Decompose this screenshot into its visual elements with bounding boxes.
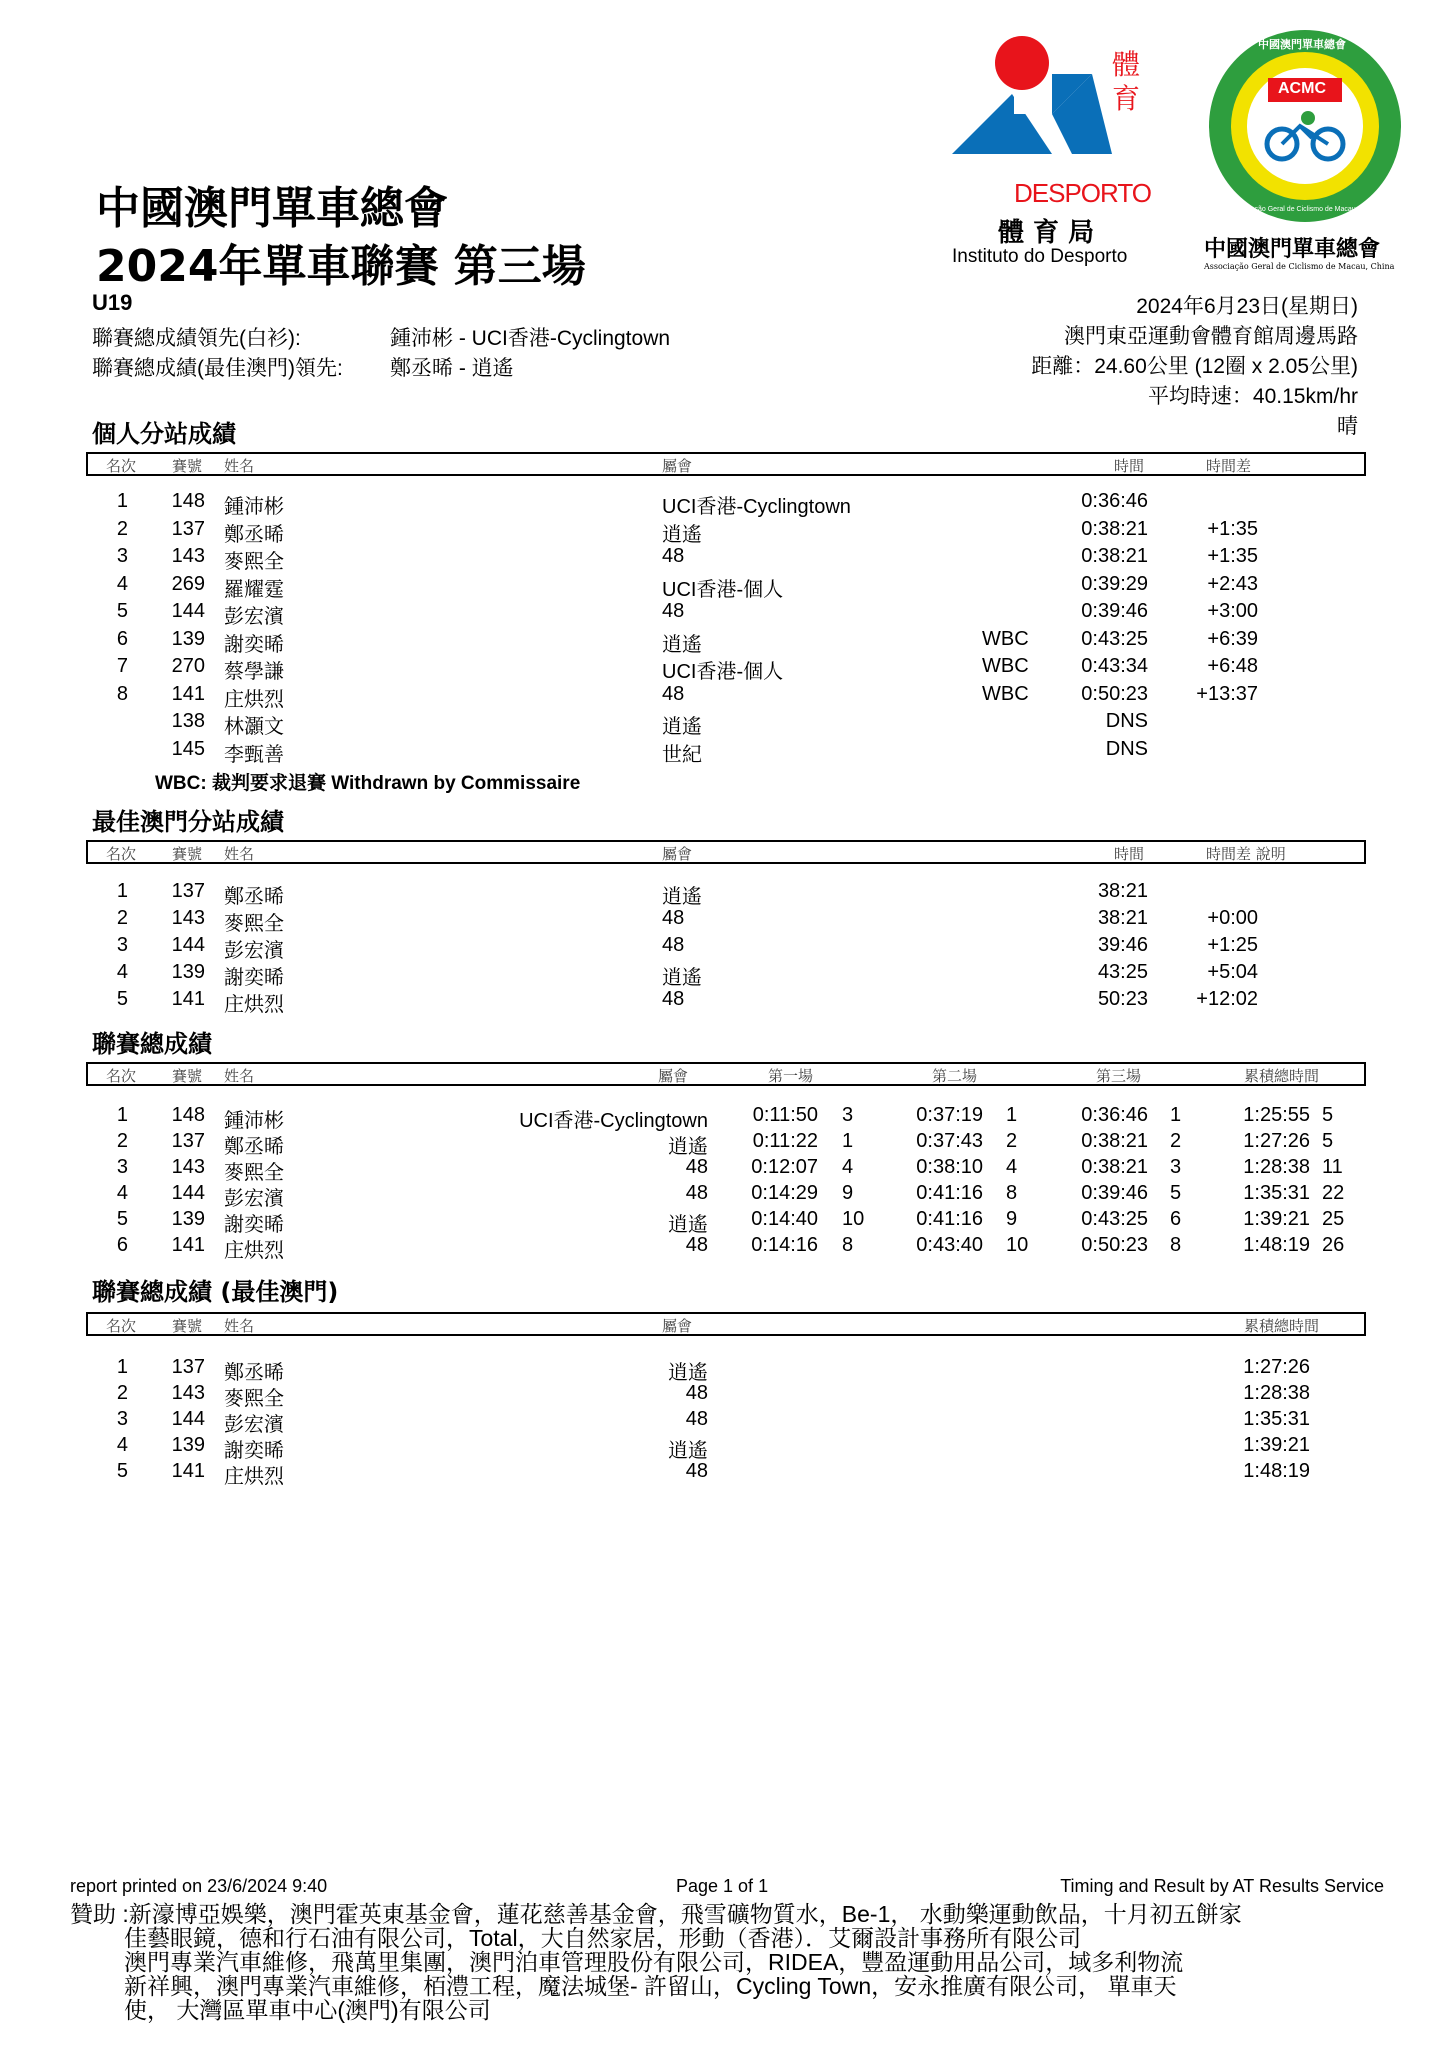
cell-rank: 2 xyxy=(116,1130,128,1152)
cell-bib: 143 xyxy=(171,1156,205,1178)
cell-bib: 137 xyxy=(171,880,205,902)
cell-round3-time: 0:39:46 xyxy=(1081,1182,1148,1204)
desporto-vertical-text: 體育 xyxy=(1112,48,1141,115)
cell-round1-pos: 9 xyxy=(842,1182,854,1204)
cell-name: 彭宏濱 xyxy=(224,604,284,628)
sponsor-line: 澳門專業汽車維修，飛萬里集團，澳門泊車管理股份有限公司，RIDEA，豐盈運動用品公司，域多利物流 xyxy=(124,1949,1184,1975)
cell-gap: +5:04 xyxy=(1207,961,1258,983)
col-club: 屬會 xyxy=(662,845,693,863)
table-row xyxy=(0,1156,1448,1183)
cell-gap: +6:48 xyxy=(1207,655,1258,677)
cell-rank: 2 xyxy=(116,907,128,929)
cell-name: 麥熙全 xyxy=(224,1386,284,1410)
cell-name: 謝奕晞 xyxy=(224,631,284,656)
cell-gap: +12:02 xyxy=(1196,988,1258,1010)
cell-bib: 148 xyxy=(171,490,205,512)
cell-name: 麥熙全 xyxy=(224,1160,284,1184)
section-stage-results-title: 個人分站成績 xyxy=(92,420,236,448)
cell-round2-time: 0:38:10 xyxy=(916,1156,983,1178)
cell-round2-time: 0:37:19 xyxy=(916,1104,983,1126)
cell-name: 彭宏濱 xyxy=(224,938,284,962)
cell-club: 逍遙 xyxy=(662,633,702,656)
cell-round3-pos: 1 xyxy=(1170,1104,1182,1126)
cell-round1-pos: 3 xyxy=(842,1104,854,1126)
cell-time: 0:43:25 xyxy=(1081,627,1148,650)
cell-bib: 137 xyxy=(171,1356,205,1378)
acmc-ring-bottom-text: Associação Geral de Ciclismo de Macau, China xyxy=(1230,206,1378,213)
desporto-pt-name: Instituto do Desporto xyxy=(952,246,1128,267)
sponsor-line: 贊助 :新濠博亞娛樂，澳門霍英東基金會，蓮花慈善基金會，飛雪礦物質水，Be-1， 水動樂運動飲品，十月初五餅家 xyxy=(70,1901,1242,1927)
table-row xyxy=(0,934,1448,961)
cell-status: WBC xyxy=(982,682,1029,705)
cell-rank: 3 xyxy=(116,1408,128,1430)
cell-total-time: 1:27:26 xyxy=(1243,1130,1310,1152)
acmc-badge-text: ACMC xyxy=(1278,80,1326,97)
cell-total-time: 1:39:21 xyxy=(1243,1434,1310,1456)
timing-credit: Timing and Result by AT Results Service xyxy=(1060,1876,1384,1896)
weather: 晴 xyxy=(1337,415,1358,438)
cell-round3-time: 0:36:46 xyxy=(1081,1104,1148,1126)
desporto-logo xyxy=(952,34,1152,274)
cell-name: 庄烘烈 xyxy=(224,1238,284,1262)
cell-rank: 4 xyxy=(116,1434,128,1456)
cell-gap: +13:37 xyxy=(1196,682,1258,705)
leader-macau-value: 鄭丞晞 - 逍遙 xyxy=(390,357,514,380)
cell-rank: 6 xyxy=(116,1234,128,1256)
col-round2: 第二場 xyxy=(932,1067,978,1085)
cell-bib: 144 xyxy=(171,1408,205,1430)
cell-time: 0:43:34 xyxy=(1081,655,1148,677)
race-distance: 距離：24.60公里 (12圈 x 2.05公里) xyxy=(1031,355,1358,378)
cell-round1-pos: 8 xyxy=(842,1234,854,1256)
cell-time: 0:39:29 xyxy=(1081,572,1148,595)
table-row xyxy=(0,1408,1448,1435)
acmc-emblem xyxy=(1200,26,1410,231)
cell-club: 逍遙 xyxy=(662,523,702,546)
cell-rank: 3 xyxy=(116,545,128,567)
cell-name: 羅耀霆 xyxy=(224,576,284,601)
cell-rank: 3 xyxy=(116,934,128,956)
table-row xyxy=(0,1182,1448,1209)
cell-club: 逍遙 xyxy=(662,967,702,989)
col-name: 姓名 xyxy=(224,845,255,863)
cell-rank: 4 xyxy=(116,1182,128,1204)
table-row xyxy=(0,655,1448,682)
cell-gap: +3:00 xyxy=(1207,600,1258,622)
table-row xyxy=(0,1104,1448,1131)
cell-name: 鍾沛彬 xyxy=(224,494,284,518)
cell-club: 逍遙 xyxy=(668,1362,708,1384)
cell-club: 逍遙 xyxy=(668,1440,708,1462)
cell-name: 謝奕晞 xyxy=(224,1438,284,1462)
cell-points: 26 xyxy=(1322,1234,1345,1256)
cell-bib: 137 xyxy=(171,1130,205,1152)
report-printed: report printed on 23/6/2024 9:40 xyxy=(70,1876,328,1896)
acmc-pt-name: Associação Geral de Ciclismo de Macau, China xyxy=(1204,262,1395,271)
cell-points: 5 xyxy=(1322,1130,1334,1152)
cell-name: 李甄善 xyxy=(224,741,284,766)
cell-name: 鍾沛彬 xyxy=(224,1108,284,1132)
cell-name: 彭宏濱 xyxy=(224,1412,284,1436)
col-gap-note: 時間差 說明 xyxy=(1206,845,1286,863)
col-rank: 名次 xyxy=(106,457,137,475)
leader-macau-label: 聯賽總成績(最佳澳門)領先: xyxy=(92,357,343,380)
cell-bib: 141 xyxy=(171,1460,205,1482)
cell-name: 庄烘烈 xyxy=(224,992,284,1016)
col-club: 屬會 xyxy=(662,457,693,475)
cell-time: DNS xyxy=(1105,737,1148,760)
col-gap: 時間差 xyxy=(1206,457,1252,475)
cell-round3-time: 0:38:21 xyxy=(1081,1156,1148,1178)
cell-points: 25 xyxy=(1322,1208,1345,1230)
cell-name: 麥熙全 xyxy=(224,911,284,935)
org-title: 中國澳門單車總會 xyxy=(96,183,448,234)
cell-rank: 5 xyxy=(116,988,128,1010)
cell-club: 48 xyxy=(662,600,685,622)
cell-status: WBC xyxy=(982,655,1029,677)
cell-bib: 143 xyxy=(171,907,205,929)
cell-round1-time: 0:12:07 xyxy=(751,1156,818,1178)
table-row xyxy=(0,710,1448,737)
cell-round2-time: 0:41:16 xyxy=(916,1208,983,1230)
cell-round1-time: 0:14:40 xyxy=(751,1208,818,1230)
cell-round2-time: 0:43:40 xyxy=(916,1234,983,1256)
cell-round1-time: 0:11:50 xyxy=(752,1104,818,1126)
cell-time: 0:36:46 xyxy=(1081,490,1148,512)
cell-status: WBC xyxy=(982,627,1029,650)
col-rank: 名次 xyxy=(106,845,137,863)
table-row xyxy=(0,961,1448,988)
cell-club: 48 xyxy=(662,907,685,929)
cell-round2-pos: 2 xyxy=(1006,1130,1018,1152)
cell-round2-pos: 10 xyxy=(1006,1234,1029,1256)
cell-bib: 139 xyxy=(171,1434,205,1456)
league-standings-header xyxy=(86,1062,1366,1086)
col-round3: 第三場 xyxy=(1096,1067,1142,1085)
cell-time: 0:38:21 xyxy=(1081,545,1148,567)
cell-rank: 4 xyxy=(116,961,128,983)
sponsor-line: 使， 大灣區單車中心(澳門)有限公司 xyxy=(124,1997,491,2023)
col-rank: 名次 xyxy=(106,1317,137,1335)
cell-bib: 144 xyxy=(171,1182,205,1204)
table-row xyxy=(0,1356,1448,1383)
cell-round2-pos: 8 xyxy=(1006,1182,1018,1204)
acmc-logo xyxy=(1200,26,1410,281)
col-name: 姓名 xyxy=(224,457,255,475)
cell-bib: 145 xyxy=(171,737,205,760)
cell-bib: 141 xyxy=(171,988,205,1010)
race-venue: 澳門東亞運動會體育館周邊馬路 xyxy=(1064,325,1358,348)
col-name: 姓名 xyxy=(224,1067,255,1085)
cell-total-time: 1:39:21 xyxy=(1243,1208,1310,1230)
cell-rank: 6 xyxy=(116,627,128,650)
cell-time: 0:50:23 xyxy=(1081,682,1148,705)
cell-rank: 1 xyxy=(116,880,128,902)
league-best-macau-header xyxy=(86,1312,1366,1336)
cell-rank: 5 xyxy=(116,1208,128,1230)
col-bib: 賽號 xyxy=(172,1067,203,1085)
cell-club: 48 xyxy=(685,1156,708,1178)
cell-name: 謝奕晞 xyxy=(224,1212,284,1236)
cell-round3-pos: 5 xyxy=(1170,1182,1182,1204)
cell-rank: 8 xyxy=(116,682,128,705)
cell-rank: 5 xyxy=(116,600,128,622)
cell-points: 11 xyxy=(1322,1156,1343,1178)
cell-total-time: 1:28:38 xyxy=(1243,1382,1310,1404)
table-row xyxy=(0,1208,1448,1235)
cell-club: 48 xyxy=(685,1460,708,1482)
cell-total-time: 1:28:38 xyxy=(1243,1156,1310,1178)
cell-rank: 4 xyxy=(116,572,128,595)
event-title: 2024年單車聯賽 第三場 xyxy=(96,241,586,292)
cell-club: 逍遙 xyxy=(668,1136,708,1158)
cell-bib: 141 xyxy=(171,682,205,705)
cell-bib: 270 xyxy=(171,655,205,677)
cell-name: 鄭丞晞 xyxy=(224,1360,284,1384)
cell-total-time: 1:35:31 xyxy=(1243,1408,1310,1430)
col-round1: 第一場 xyxy=(768,1067,814,1085)
cell-total-time: 1:48:19 xyxy=(1243,1234,1310,1256)
cell-bib: 139 xyxy=(171,1208,205,1230)
col-bib: 賽號 xyxy=(172,457,203,475)
acmc-ring-top-text: 中國澳門單車總會 xyxy=(1258,39,1346,51)
cell-rank: 1 xyxy=(116,490,128,512)
section-league-standings-title: 聯賽總成績 xyxy=(92,1030,212,1058)
section-league-best-macau-title: 聯賽總成績 (最佳澳門) xyxy=(92,1278,339,1306)
cell-gap: +2:43 xyxy=(1207,572,1258,595)
cell-rank: 1 xyxy=(116,1104,128,1126)
cell-rank: 1 xyxy=(116,1356,128,1378)
cell-rank: 2 xyxy=(116,1382,128,1404)
page-number: Page 1 of 1 xyxy=(676,1876,769,1896)
cell-club: UCI香港-個人 xyxy=(662,661,784,683)
cell-round3-time: 0:38:21 xyxy=(1081,1130,1148,1152)
col-bib: 賽號 xyxy=(172,845,203,863)
table-row xyxy=(0,683,1448,710)
sponsor-line: 佳藝眼鏡，德和行石油有限公司，Total，大自然家居，形動（香港）．艾爾設計事務所有限公司 xyxy=(124,1925,1082,1951)
cell-round1-pos: 4 xyxy=(842,1156,854,1178)
cell-time: DNS xyxy=(1105,710,1148,732)
table-row xyxy=(0,545,1448,572)
cell-name: 蔡學謙 xyxy=(224,659,284,683)
cell-club: 48 xyxy=(662,934,685,956)
cell-bib: 148 xyxy=(171,1104,205,1126)
cell-bib: 144 xyxy=(171,600,205,622)
stage-results-header xyxy=(86,452,1366,476)
cell-total-time: 1:27:26 xyxy=(1243,1356,1310,1378)
col-time: 時間 xyxy=(1114,845,1145,863)
wbc-note: WBC: 裁判要求退賽 Withdrawn by Commissaire xyxy=(155,773,581,794)
cell-gap: +1:35 xyxy=(1207,545,1258,567)
cell-club: 48 xyxy=(685,1182,708,1204)
cell-time: 0:39:46 xyxy=(1081,600,1148,622)
cell-name: 謝奕晞 xyxy=(224,965,284,989)
cell-rank: 3 xyxy=(116,1156,128,1178)
cell-bib: 137 xyxy=(171,517,205,540)
leader-white-value: 鍾沛彬 - UCI香港-Cyclingtown xyxy=(390,327,671,350)
col-club: 屬會 xyxy=(662,1317,693,1335)
table-row xyxy=(0,1234,1448,1261)
cell-bib: 139 xyxy=(171,961,205,983)
cell-bib: 143 xyxy=(171,545,205,567)
cell-club: 48 xyxy=(685,1382,708,1404)
cell-round2-time: 0:37:43 xyxy=(916,1130,983,1152)
cell-club: 逍遙 xyxy=(662,716,702,738)
cell-club: 48 xyxy=(685,1234,708,1256)
cell-club: 48 xyxy=(662,545,685,567)
cell-club: 48 xyxy=(662,682,685,705)
col-time: 時間 xyxy=(1114,457,1145,475)
cell-points: 22 xyxy=(1322,1182,1345,1204)
cell-name: 庄烘烈 xyxy=(224,686,284,711)
table-row xyxy=(0,600,1448,627)
cell-name: 鄭丞晞 xyxy=(224,521,284,546)
cell-total-time: 1:35:31 xyxy=(1243,1182,1310,1204)
cell-round3-pos: 8 xyxy=(1170,1234,1182,1256)
cell-bib: 138 xyxy=(171,710,205,732)
desporto-cn-name: 體 育 局 xyxy=(998,218,1095,248)
table-row xyxy=(0,518,1448,545)
cell-rank: 5 xyxy=(116,1460,128,1482)
cell-gap: +6:39 xyxy=(1207,627,1258,650)
cell-time: 43:25 xyxy=(1097,961,1148,983)
col-club: 屬會 xyxy=(658,1067,689,1085)
cell-gap: +1:35 xyxy=(1207,517,1258,540)
col-total: 累積總時間 xyxy=(1244,1067,1320,1085)
col-name: 姓名 xyxy=(224,1317,255,1335)
leader-white-label: 聯賽總成績領先(白衫): xyxy=(92,327,301,350)
cell-name: 林灝文 xyxy=(224,714,284,738)
cell-total-time: 1:25:55 xyxy=(1243,1104,1310,1126)
cell-round3-pos: 6 xyxy=(1170,1208,1182,1230)
cell-round3-time: 0:43:25 xyxy=(1081,1208,1148,1230)
table-row xyxy=(0,738,1448,765)
cell-name: 庄烘烈 xyxy=(224,1464,284,1488)
cell-round1-time: 0:14:29 xyxy=(751,1182,818,1204)
category-label: U19 xyxy=(92,290,133,315)
cell-club: 逍遙 xyxy=(662,886,702,908)
desporto-word: DESPORTO xyxy=(1014,178,1151,208)
cell-name: 麥熙全 xyxy=(224,549,284,573)
cell-bib: 269 xyxy=(171,572,205,595)
cell-time: 50:23 xyxy=(1097,988,1148,1010)
table-row xyxy=(0,628,1448,655)
average-speed: 平均時速：40.15km/hr xyxy=(1147,385,1358,408)
cell-points: 5 xyxy=(1322,1104,1334,1126)
cell-name: 彭宏濱 xyxy=(224,1186,284,1210)
cell-total-time: 1:48:19 xyxy=(1243,1460,1310,1482)
table-row xyxy=(0,1130,1448,1157)
table-row xyxy=(0,907,1448,934)
col-bib: 賽號 xyxy=(172,1317,203,1335)
cell-round1-time: 0:14:16 xyxy=(751,1234,818,1256)
cell-round1-time: 0:11:22 xyxy=(752,1130,818,1152)
race-date: 2024年6月23日(星期日) xyxy=(1136,295,1358,318)
table-row xyxy=(0,573,1448,600)
table-row xyxy=(0,988,1448,1015)
best-macau-stage-header xyxy=(86,840,1366,864)
table-row xyxy=(0,880,1448,907)
cell-bib: 141 xyxy=(171,1234,205,1256)
table-row xyxy=(0,1382,1448,1409)
cell-time: 38:21 xyxy=(1097,907,1148,929)
cell-club: 48 xyxy=(685,1408,708,1430)
cell-name: 鄭丞晞 xyxy=(224,1134,284,1158)
cell-bib: 144 xyxy=(171,934,205,956)
cell-rank: 7 xyxy=(116,655,128,677)
cell-round1-pos: 10 xyxy=(842,1208,865,1230)
cell-club: 48 xyxy=(662,988,685,1010)
cell-club: UCI香港-Cyclingtown xyxy=(662,496,851,518)
section-best-macau-stage-title: 最佳澳門分站成績 xyxy=(92,808,284,836)
cell-time: 38:21 xyxy=(1097,880,1148,902)
cell-club: UCI香港-Cyclingtown xyxy=(519,1110,708,1132)
cell-round2-pos: 1 xyxy=(1006,1104,1018,1126)
cell-club: 世紀 xyxy=(662,743,702,766)
cell-round2-pos: 4 xyxy=(1006,1156,1018,1178)
table-row xyxy=(0,1460,1448,1487)
cell-rank: 2 xyxy=(116,517,128,540)
cell-gap: +1:25 xyxy=(1207,934,1258,956)
cell-round3-pos: 2 xyxy=(1170,1130,1182,1152)
cell-round1-pos: 1 xyxy=(842,1130,854,1152)
acmc-cn-name: 中國澳門單車總會 xyxy=(1204,236,1381,262)
table-row xyxy=(0,1434,1448,1461)
col-total: 累積總時間 xyxy=(1244,1317,1320,1335)
cell-name: 鄭丞晞 xyxy=(224,884,284,908)
cell-club: UCI香港-個人 xyxy=(662,578,784,601)
cell-bib: 143 xyxy=(171,1382,205,1404)
cell-round2-pos: 9 xyxy=(1006,1208,1018,1230)
cell-round2-time: 0:41:16 xyxy=(916,1182,983,1204)
cell-round3-time: 0:50:23 xyxy=(1081,1234,1148,1256)
cell-bib: 139 xyxy=(171,627,205,650)
cell-time: 39:46 xyxy=(1097,934,1148,956)
cell-round3-pos: 3 xyxy=(1170,1156,1182,1178)
cell-time: 0:38:21 xyxy=(1081,517,1148,540)
sponsor-line: 新祥興，澳門專業汽車維修，栢澧工程，魔法城堡- 許留山，Cycling Town，安永推廣有限公司， 單車天 xyxy=(124,1973,1177,1999)
cell-gap: +0:00 xyxy=(1207,907,1258,929)
table-row xyxy=(0,490,1448,517)
col-rank: 名次 xyxy=(106,1067,137,1085)
cell-club: 逍遙 xyxy=(668,1214,708,1236)
